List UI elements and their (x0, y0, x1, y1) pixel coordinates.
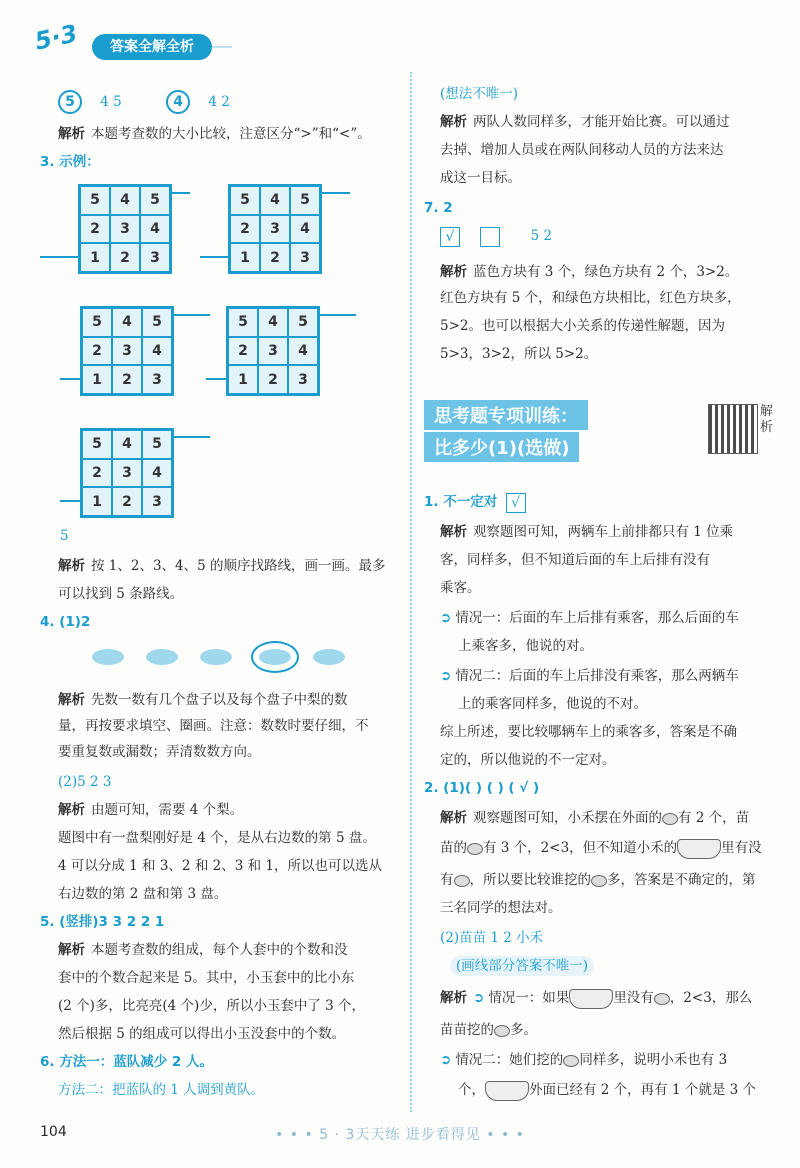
grid-cell: 2 (82, 337, 112, 366)
s1-line: 上乘客多，他说的对。 (458, 638, 593, 654)
grid-cell: 3 (260, 215, 290, 244)
path-line (170, 436, 210, 438)
grid-cell: 5 (290, 186, 320, 215)
grid-cell: 3 (112, 337, 142, 366)
q3-explanation: 解析 按 1、2、3、4、5 的顺序找路线，画一画。最多 (58, 558, 386, 574)
grid-cell: 4 (140, 215, 170, 244)
q6-method-2: 方法二：把蓝队的 1 人调到黄队。 (58, 1082, 265, 1098)
grid-cell: 2 (80, 215, 110, 244)
s2-explanation: 解析 观察题图可知，小禾摆在外面的 有 2 个，苗 (440, 810, 750, 826)
answer-values: 5 2 (530, 228, 553, 244)
section-title: 思考题专项训练： (424, 400, 588, 430)
pear-plate-icon (200, 649, 232, 665)
note: (画线部分答案不唯一) (450, 956, 594, 976)
q4-2-line: 题图中有一盘梨刚好是 4 个，是从右边数的第 5 盘。 (58, 830, 376, 846)
arrow-icon: ➲ (473, 990, 485, 1006)
circled-number: 4 (166, 90, 190, 114)
s2-2-line: 苗苗挖的 多。 (440, 1022, 537, 1038)
q5-line: 套中的个数合起来是 5。其中，小玉套中的比小东 (58, 970, 355, 986)
basket-icon (485, 1081, 529, 1101)
path-line (170, 314, 210, 316)
pebble-icon (494, 1025, 510, 1037)
s2-line: 有 ，所以要比较谁挖的 多，答案是不确定的，第 (440, 872, 756, 888)
grid-cell: 5 (230, 186, 260, 215)
number-grid (80, 428, 174, 518)
arrow-icon: ➲ (440, 1052, 452, 1068)
jiexi-label: 解析 (58, 942, 85, 958)
grid-cell: 2 (112, 365, 142, 394)
grid-cell: 5 (142, 430, 172, 459)
answer-values: 4 5 (100, 94, 122, 110)
grid-cell: 4 (112, 308, 142, 337)
q4-explanation-line: 量，再按要求填空、圈画。注意：数数时要仔细，不 (58, 718, 369, 734)
s1-line: 客，同样多，但不知道后面的车上后排有没有 (440, 552, 710, 568)
s1-explanation: 解析 观察题图可知，两辆车上前排都只有 1 位乘 (440, 524, 734, 540)
grid-cell: 2 (260, 243, 290, 272)
s2-2-case-2: ➲ 情况二：她们挖的 同样多，说明小禾也有 3 (440, 1052, 728, 1068)
q5-label: 5. (竖排)3 3 2 2 1 (40, 914, 165, 930)
grid-cell: 1 (82, 365, 112, 394)
q7-explanation: 解析 蓝色方块有 3 个，绿色方块有 2 个，3>2。 (440, 264, 739, 280)
check-box: √ (506, 493, 526, 513)
grid-cell: 3 (288, 365, 318, 394)
grid-cell: 4 (142, 337, 172, 366)
q5-explanation: 解析 本题考查数的组成，每个人套中的个数和没 (58, 942, 348, 958)
grid-cell: 5 (140, 186, 170, 215)
path-grid-4 (206, 306, 356, 396)
grid-cell: 1 (228, 365, 258, 394)
grid-cell: 3 (142, 487, 172, 516)
q7-line: 5>2。也可以根据大小关系的传递性解题，因为 (440, 318, 725, 334)
jiexi-label: 解析 (58, 126, 85, 142)
q6-line: 成这一目标。 (440, 170, 521, 186)
q6-label: 6. 方法一：蓝队减少 2 人。 (40, 1054, 214, 1070)
header-title: 答案全解全析 (92, 34, 212, 60)
q4-explanation-line: 要重复数或漏数；弄清数数方向。 (58, 744, 261, 760)
grid-cell: 1 (230, 243, 260, 272)
s2-line: 苗的 有 3 个，2<3，但不知道小禾的 里有没 (440, 838, 762, 859)
q6-explanation: 解析 两队人数同样多，才能开始比赛。可以通过 (440, 114, 730, 130)
q7-line: 红色方块有 5 个，和绿色方块相比，红色方块多， (440, 290, 741, 306)
check-box (480, 227, 500, 247)
answer-values: 4 2 (208, 94, 230, 110)
grid-cell: 5 (82, 308, 112, 337)
q4-2-line: 4 可以分成 1 和 3、2 和 2、3 和 1，所以也可以选从 (58, 858, 382, 874)
number-grid (78, 184, 172, 274)
s1-case-2: ➲ 情况二：后面的车上后排没有乘客，那么两辆车 (440, 668, 739, 684)
pebble-icon (467, 843, 483, 855)
q3-answer: 5 (60, 528, 69, 544)
circled-pear-plate-icon (259, 649, 291, 665)
q6-line: 去掉、增加人员或在两队间移动人员的方法来达 (440, 142, 724, 158)
jiexi-label: 解析 (440, 524, 467, 540)
grid-cell: 4 (290, 215, 320, 244)
grid-cell: 3 (258, 337, 288, 366)
q3-explanation-cont: 可以找到 5 条路线。 (58, 586, 184, 602)
jiexi-label: 解析 (58, 692, 85, 708)
grid-cell: 5 (80, 186, 110, 215)
jiexi-label: 解析 (440, 990, 467, 1006)
q5-line: (2 个)多，比亮亮(4 个)少，所以小玉套中了 3 个， (58, 998, 365, 1014)
q5-line: 然后根据 5 的组成可以得出小玉没套中的个数。 (58, 1026, 346, 1042)
brand-logo: 5·3 (32, 19, 80, 56)
qr-code-icon[interactable] (708, 404, 758, 454)
basket-icon (677, 839, 721, 859)
s2-line: 三名同学的想法对。 (440, 900, 562, 916)
pebble-icon (654, 993, 670, 1005)
q7-answer-row (440, 226, 552, 247)
jiexi-label: 解析 (440, 114, 467, 130)
grid-cell: 3 (142, 365, 172, 394)
grid-cell: 3 (140, 243, 170, 272)
path-line (316, 314, 356, 316)
grid-cell: 5 (82, 430, 112, 459)
grid-cell: 5 (228, 308, 258, 337)
s1-label: 1. 不一定对 (424, 494, 498, 510)
number-grid (80, 306, 174, 396)
q7-label: 7. 2 (424, 200, 453, 216)
grid-cell: 5 (288, 308, 318, 337)
q4-2-explanation: 解析 由题可知，需要 4 个梨。 (58, 802, 244, 818)
circled-number: 5 (58, 90, 82, 114)
s2-label: 2. (1)( ) ( ) ( √ ) (424, 780, 540, 796)
path-line (60, 378, 82, 380)
qr-label: 解析 (760, 404, 774, 435)
arrow-icon: ➲ (440, 610, 452, 626)
pear-plate-icon (146, 649, 178, 665)
page-number: 104 (40, 1124, 67, 1140)
s2-2-line: 个， 外面已经有 2 个，再有 1 个就是 3 个 (458, 1080, 756, 1101)
grid-cell: 3 (290, 243, 320, 272)
grid-cell: 2 (228, 337, 258, 366)
grid-cell: 4 (142, 459, 172, 488)
path-line (206, 378, 228, 380)
path-line (40, 256, 80, 258)
grid-cell: 3 (112, 459, 142, 488)
pebble-icon (563, 1055, 579, 1067)
s1-label-row (424, 492, 526, 513)
grid-cell: 2 (230, 215, 260, 244)
jiexi-label: 解析 (440, 264, 467, 280)
grid-cell: 4 (258, 308, 288, 337)
q7-line: 5>3，3>2，所以 5>2。 (440, 346, 598, 362)
grid-cell: 2 (258, 365, 288, 394)
note: (想法不唯一) (440, 86, 519, 102)
path-grid-5 (60, 428, 210, 518)
grid-cell: 3 (110, 215, 140, 244)
jiexi-label: 解析 (58, 802, 85, 818)
pebble-icon (454, 875, 470, 887)
grid-cell: 1 (82, 487, 112, 516)
grid-cell: 2 (110, 243, 140, 272)
column-divider (410, 72, 412, 1112)
pear-plates (92, 646, 367, 665)
grid-cell: 2 (82, 459, 112, 488)
grid-cell: 1 (80, 243, 110, 272)
q4-explanation: 解析 先数一数有几个盘子以及每个盘子中梨的数 (58, 692, 348, 708)
q4-2-line: 右边数的第 2 盘和第 3 盘。 (58, 886, 228, 902)
grid-cell: 4 (288, 337, 318, 366)
section-subtitle: 比多少(1)(选做) (424, 432, 579, 462)
s2-2-explanation: 解析 ➲ 情况一：如果 里没有 ，2<3，那么 (440, 988, 752, 1009)
jiexi-label: 解析 (58, 558, 85, 574)
pebble-icon (662, 813, 678, 825)
q2-answer-row (58, 90, 230, 114)
pear-plate-icon (92, 649, 124, 665)
arrow-icon: ➲ (440, 668, 452, 684)
s1-line: 乘客。 (440, 580, 481, 596)
header-rule (212, 46, 232, 48)
s1-summary: 综上所述，要比较哪辆车上的乘客多，答案是不确 (440, 724, 737, 740)
grid-cell: 4 (110, 186, 140, 215)
grid-cell: 4 (112, 430, 142, 459)
q4-2-answer: (2)5 2 3 (58, 774, 112, 790)
grid-cell: 2 (112, 487, 142, 516)
s2-2-answer: (2)苗苗 1 2 小禾 (440, 930, 544, 946)
s1-line: 上的乘客同样多，他说的不对。 (458, 696, 647, 712)
check-box: √ (440, 227, 460, 247)
pebble-icon (591, 875, 607, 887)
s1-summary: 定的，所以他说的不一定对。 (440, 752, 616, 768)
grid-cell: 4 (260, 186, 290, 215)
number-grid (226, 306, 320, 396)
footer-slogan: • • • 5 · 3天天练 进步看得见 • • • (275, 1127, 525, 1143)
q2-explanation: 解析 本题考查数的大小比较，注意区分“>”和“<”。 (58, 126, 371, 142)
pear-plate-icon (313, 649, 345, 665)
number-grid (228, 184, 322, 274)
path-grid-2 (200, 184, 350, 274)
grid-cell: 5 (142, 308, 172, 337)
basket-icon (569, 989, 613, 1009)
q3-label: 3. 示例： (40, 154, 100, 170)
path-grid-3 (60, 306, 210, 396)
jiexi-label: 解析 (440, 810, 467, 826)
path-line (60, 500, 82, 502)
s1-case-1: ➲ 情况一：后面的车上后排有乘客，那么后面的车 (440, 610, 739, 626)
q4-label: 4. (1)2 (40, 614, 91, 630)
path-grid-1 (40, 184, 190, 274)
